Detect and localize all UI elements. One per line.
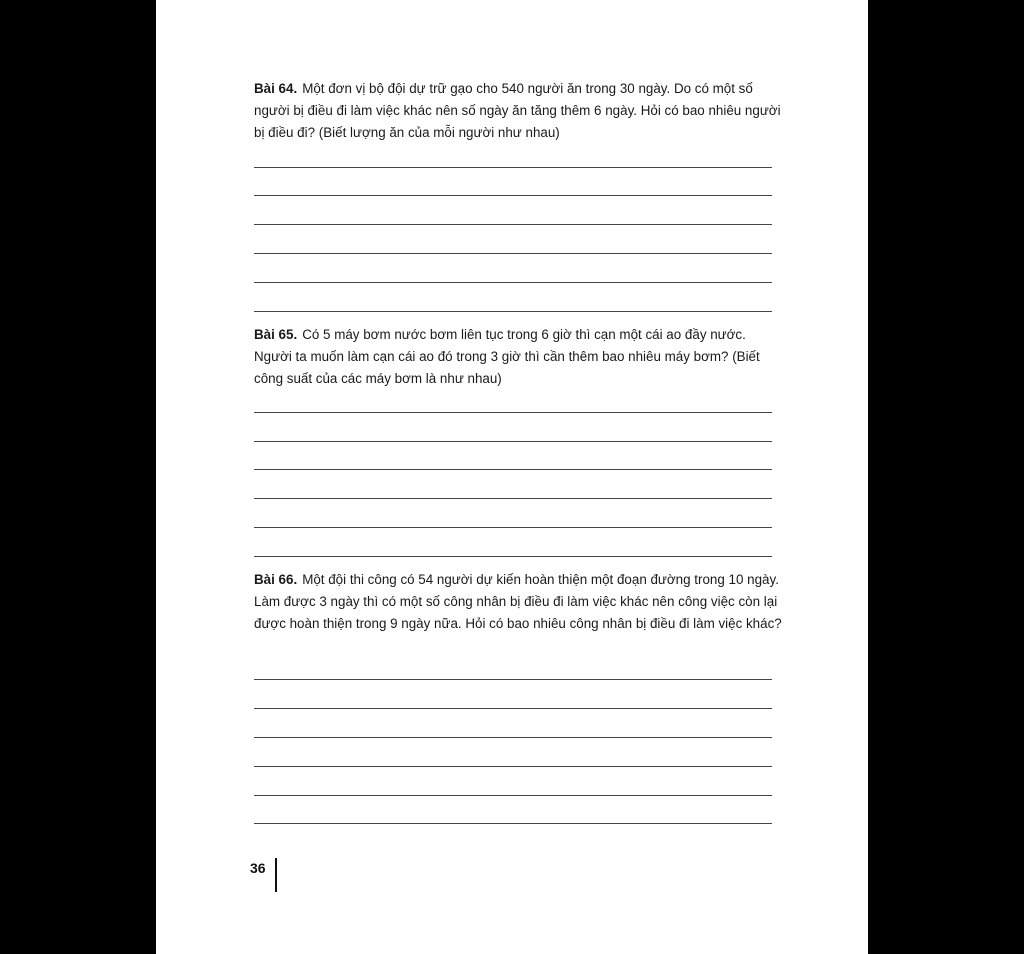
answer-line <box>254 195 772 196</box>
answer-line <box>254 224 772 225</box>
problem-66 <box>254 569 782 635</box>
answer-line <box>254 441 772 442</box>
page-number: 36 <box>250 860 266 876</box>
answer-line <box>254 253 772 254</box>
answer-line <box>254 708 772 709</box>
problem-text: Có 5 máy bơm nước bơm liên tục trong 6 giờ thì cạn một cái ao đầy nước. Người ta muốn làm cạn cái ao đó trong 3 giờ thì cần thêm bao nhiêu máy bơm? (Biết công suất của các máy bơm là như nhau) <box>254 327 760 386</box>
answer-line <box>254 167 772 168</box>
answer-line <box>254 795 772 796</box>
answer-line <box>254 766 772 767</box>
page-number-divider <box>275 858 277 892</box>
answer-line <box>254 556 772 557</box>
problem-64 <box>254 78 782 144</box>
answer-line <box>254 311 772 312</box>
answer-line <box>254 282 772 283</box>
answer-line <box>254 412 772 413</box>
answer-line <box>254 679 772 680</box>
problem-label: Bài 66. <box>254 572 298 587</box>
answer-line <box>254 737 772 738</box>
problem-65 <box>254 324 782 390</box>
answer-line <box>254 498 772 499</box>
problem-label: Bài 64. <box>254 81 298 96</box>
workbook-page <box>156 0 868 954</box>
problem-text: Một đơn vị bộ đội dự trữ gạo cho 540 người ăn trong 30 ngày. Do có một số người bị điều đi làm việc khác nên số ngày ăn tăng thêm 6 ngày. Hỏi có bao nhiêu người bị điều đi? (Biết lượng ăn của mỗi người như nhau) <box>254 81 781 140</box>
problem-text: Một đội thi công có 54 người dự kiến hoàn thiện một đoạn đường trong 10 ngày. Làm được 3 ngày thì có một số công nhân bị điều đi làm việc khác nên công việc còn lại được hoàn thiện trong 9 ngày nữa. Hỏi có bao nhiêu công nhân bị điều đi làm việc khác? <box>254 572 782 631</box>
answer-line <box>254 469 772 470</box>
answer-line <box>254 527 772 528</box>
problem-label: Bài 65. <box>254 327 298 342</box>
answer-line <box>254 823 772 824</box>
